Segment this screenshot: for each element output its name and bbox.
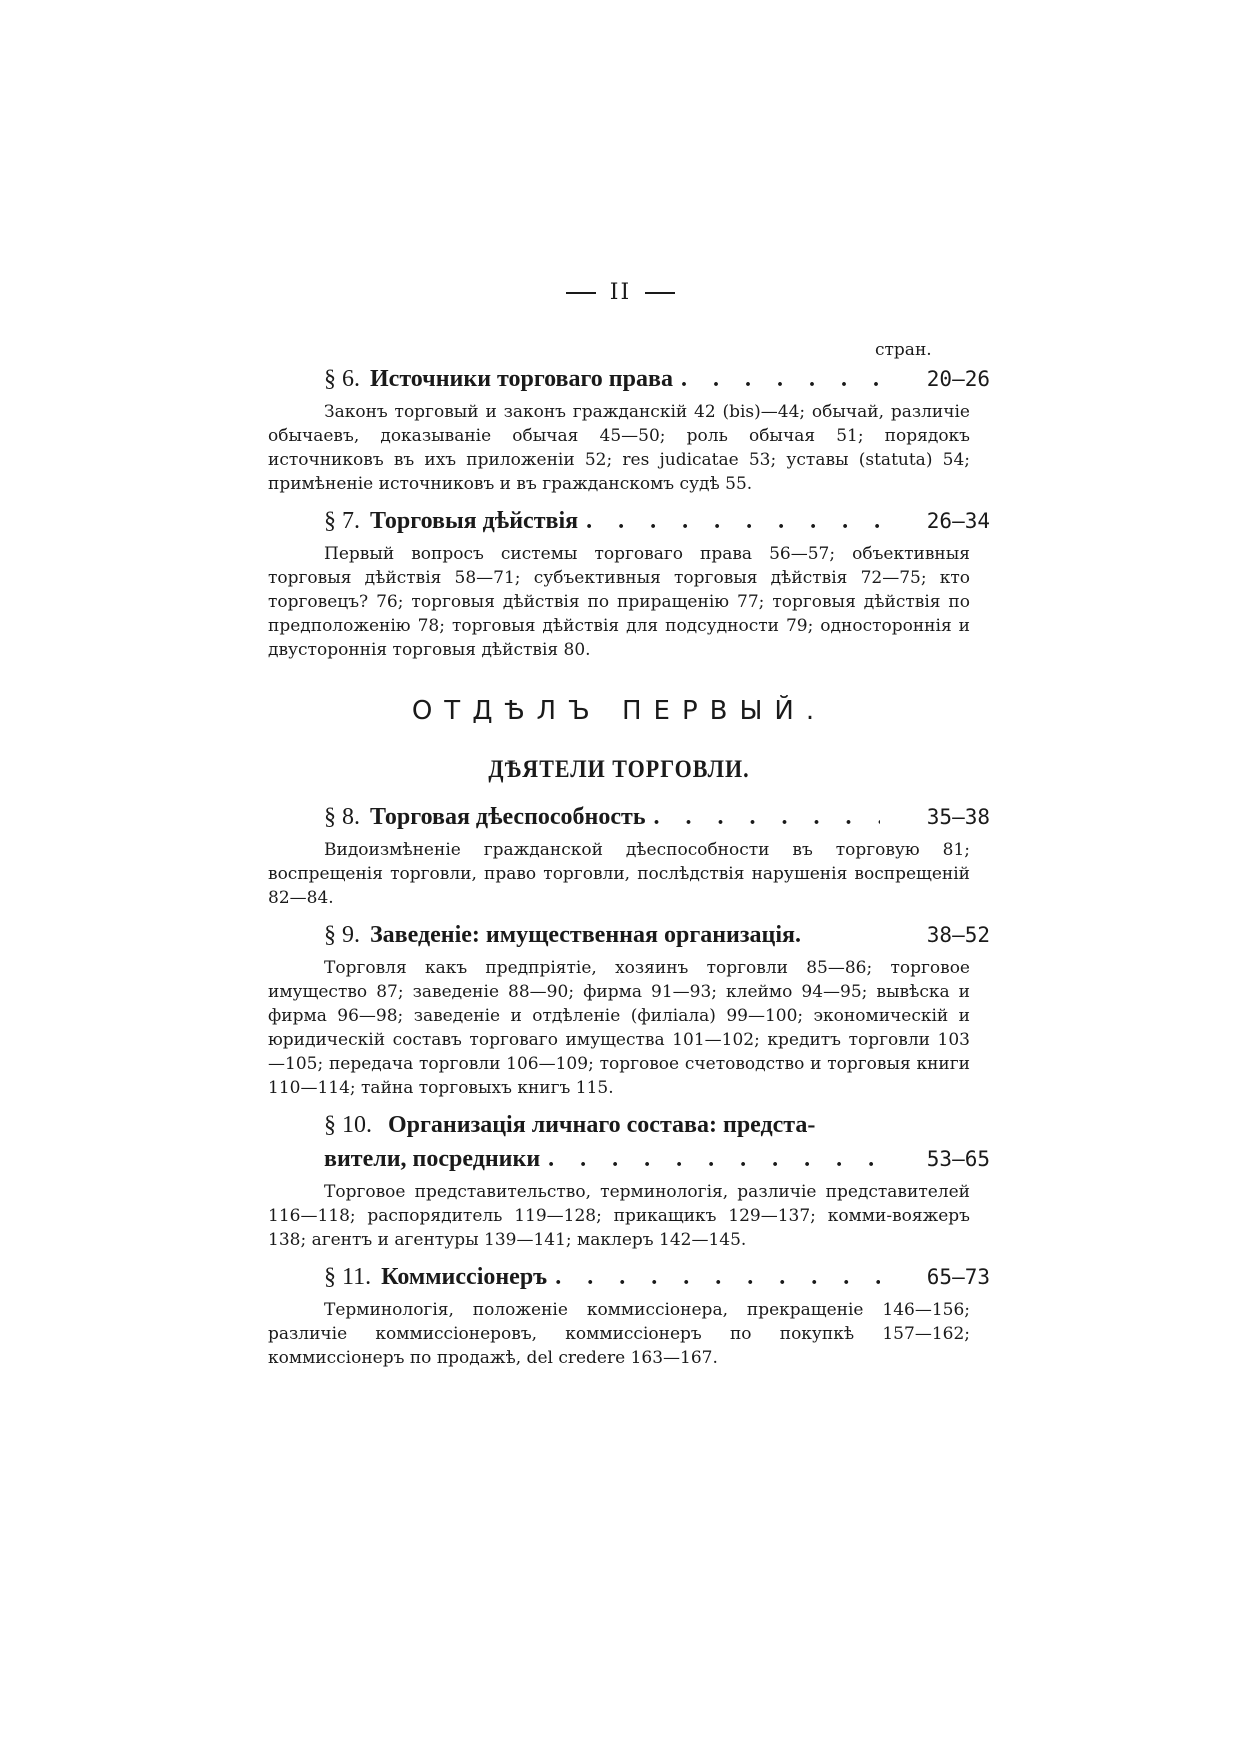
section-title: Торговыя дѣйствія: [370, 508, 579, 534]
page-range: 20—26: [926, 367, 990, 391]
entry-heading: [268, 800, 990, 834]
section-title: Заведеніе: имущественная организація.: [370, 922, 802, 948]
entry-heading: [268, 918, 990, 952]
entry-heading: [268, 1108, 990, 1176]
section-title: Торговая дѣеспособность: [370, 804, 646, 830]
dot-leader: [548, 1142, 880, 1176]
division-title: ОТДѢЛЪ ПЕРВЫЙ.: [411, 696, 827, 726]
toc-entry-section-7: [268, 504, 990, 662]
dot-leader: [681, 362, 880, 396]
section-number: § 6.: [324, 366, 360, 392]
entry-heading: [268, 1260, 990, 1294]
division-subtitle: ДѢЯТЕЛИ ТОРГОВЛИ.: [488, 754, 750, 783]
section-title: Источники торговаго права: [370, 366, 673, 392]
section-description: Видоизмѣненіе гражданской дѣеспособности въ торговую 81; воспрещенія торговли, право торговли, послѣдствія нарушенія воспрещеній 82—84.: [268, 840, 970, 908]
section-description: Терминологія, положеніе коммиссіонера, прекращеніе 146—156; различіе коммиссіонеровъ, коммиссіонеръ по покупкѣ 157—162; коммиссіонеръ по продажѣ, del credere 163—167.: [268, 1300, 970, 1368]
section-description: Законъ торговый и законъ гражданскій 42 (bis)—44; обычай, различіе обычаевъ, доказываніе обычая 45—50; роль обычая 51; порядокъ источниковъ въ ихъ приложеніи 52; res judicatae 53; уставы (statuta) 54; примѣненіе источниковъ и въ гражданскомъ судѣ 55.: [268, 402, 970, 494]
toc-entry-section-10: [268, 1108, 990, 1252]
toc-entry-section-6: [268, 362, 990, 496]
page-range: 65—73: [926, 1265, 990, 1289]
page-range: 35—38: [926, 805, 990, 829]
section-title-part-1: Организація личнаго состава: предста-: [388, 1112, 816, 1138]
section-number: § 10.: [324, 1112, 372, 1138]
section-number: § 11.: [324, 1264, 372, 1290]
page-header: [0, 280, 1241, 305]
header-dash-right: [645, 292, 675, 294]
section-number: § 9.: [324, 922, 360, 948]
dot-leader: [654, 800, 880, 834]
section-title: Коммиссіонеръ: [381, 1264, 548, 1290]
section-description: Торговое представительство, терминологія, различіе представителей 116—118; распорядитель 119—128; прикащикъ 129—137; комми-вояжеръ 138; агентъ и агентуры 139—141; маклеръ 142—145.: [268, 1182, 970, 1250]
heading-line-1: [324, 1108, 970, 1142]
page-range: 38—52: [926, 923, 990, 947]
page-range: 53—65: [926, 1147, 990, 1171]
toc-entry-section-8: [268, 800, 990, 910]
table-of-contents: [268, 362, 990, 1378]
entry-heading: [268, 362, 990, 396]
page-range: 26—34: [926, 509, 990, 533]
page-number: II: [609, 280, 632, 305]
dot-leader: [555, 1260, 880, 1294]
section-number: § 8.: [324, 804, 360, 830]
toc-entry-section-9: [268, 918, 990, 1100]
section-description: Первый вопросъ системы торговаго права 56—57; объективныя торговыя дѣйствія 58—71; субъективныя торговыя дѣйствія 72—75; кто торговецъ? 76; торговыя дѣйствія по приращенію 77; торговыя дѣйствія по предположенію 78; торговыя дѣйствія для подсудности 79; одностороннія и двустороннія торговыя дѣйствія 80.: [268, 544, 970, 660]
toc-entry-section-11: [268, 1260, 990, 1370]
section-title-part-2: вители, посредники: [324, 1146, 541, 1172]
section-number: § 7.: [324, 508, 360, 534]
entry-heading: [268, 504, 990, 538]
header-dash-left: [566, 292, 596, 294]
dot-leader: [586, 504, 880, 538]
section-description: Торговля какъ предпріятіе, хозяинъ торговли 85—86; торговое имущество 87; заведеніе 88—90; фирма 91—93; клеймо 94—95; вывѣска и фирма 96—98; заведеніе и отдѣленіе (филіала) 99—100; экономическій и юридическій составъ торговаго имущества 101—102; кредитъ торговли 103—105; передача торговли 106—109; торговое счетоводство и торговыя книги 110—114; тайна торговыхъ книгъ 115.: [268, 958, 970, 1098]
pages-column-label: стран.: [875, 340, 932, 360]
heading-line-2: [268, 1142, 990, 1176]
